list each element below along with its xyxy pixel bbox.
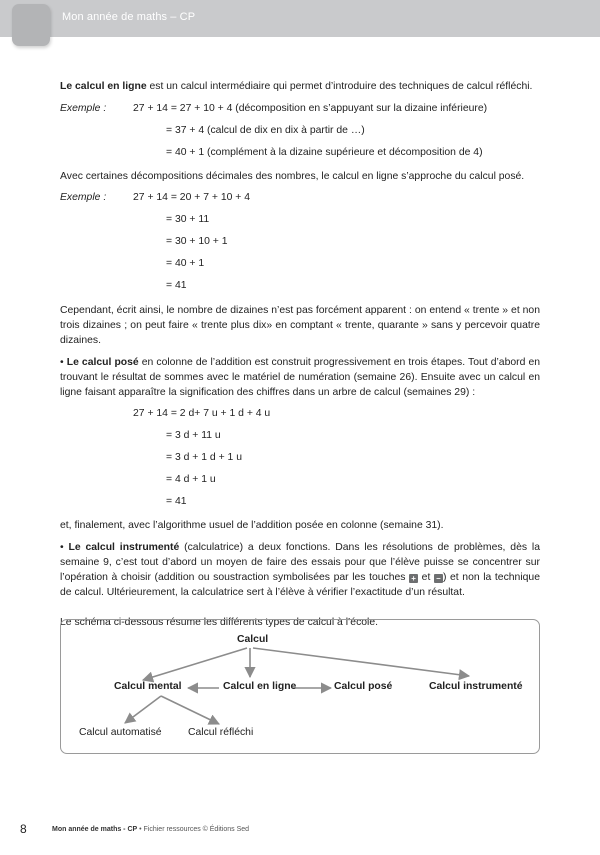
example-2 (60, 190, 540, 300)
intro-text: est un calcul intermédiaire qui permet d’introduire des techniques de calcul réfléchi. (146, 81, 533, 92)
example-1-line: = 37 + 4 (calcul de dix en dix à partir de …) (166, 125, 365, 136)
calcul-instrumente-text: ) et non la technique de calcul. Ultérieurement, la calculatrice sert à l’élève à vérifier l’exactitude d’un résultat. (60, 572, 540, 598)
paragraph-calcul-pose (60, 355, 540, 400)
header-tab-decoration (12, 4, 50, 46)
page-number: 8 (20, 822, 27, 836)
header-bar (0, 0, 600, 37)
footer-credits (52, 826, 249, 833)
arbre-line: = 4 d + 1 u (166, 474, 216, 485)
example-2-line: = 40 + 1 (166, 258, 205, 269)
main-content (60, 79, 540, 630)
schema-node-calcul-mental: Calcul mental (114, 681, 182, 692)
calcul-instrumente-term: Le calcul instrumenté (68, 542, 180, 553)
arbre-line: = 41 (166, 496, 187, 507)
schema-node-calcul-pose: Calcul posé (334, 681, 393, 692)
plus-key-icon: + (409, 574, 418, 583)
arrow-calcul-to-instrumente (253, 648, 469, 676)
paragraph-schema-intro: Le schéma ci-dessous résume les différents types de calcul à l’école. (60, 617, 379, 628)
intro-term: Le calcul en ligne (60, 81, 147, 92)
intro-paragraph (60, 79, 540, 94)
example-2-label: Exemple : (60, 192, 107, 203)
calcul-pose-term: Le calcul posé (66, 357, 139, 368)
example-1 (60, 101, 540, 167)
arrow-mental-to-reflechi (161, 696, 219, 724)
arbre-line: 27 + 14 = 2 d+ 7 u + 1 d + 4 u (133, 408, 271, 419)
schema-node-calcul-en-ligne: Calcul en ligne (223, 681, 297, 692)
example-1-label: Exemple : (60, 103, 107, 114)
example-2-line: = 41 (166, 280, 187, 291)
calcul-instrumente-text: et (418, 572, 434, 583)
example-1-line: = 40 + 1 (complément à la dizaine supérieure et décomposition de 4) (166, 147, 483, 158)
example-2-line: = 30 + 10 + 1 (166, 236, 228, 247)
arrow-calcul-to-mental (143, 648, 247, 680)
example-1-line: 27 + 14 = 27 + 10 + 4 (décomposition en s’appuyant sur la dizaine inférieure) (133, 103, 488, 114)
arbre-de-calcul (60, 406, 540, 516)
paragraph-calcul-instrumente (60, 540, 540, 600)
header-title: Mon année de maths – CP (62, 11, 196, 23)
footer-book-title: Mon année de maths - CP (52, 826, 138, 833)
footer-rest: • Fichier ressources © Éditions Sed (137, 826, 250, 833)
arbre-line: = 3 d + 11 u (166, 430, 221, 441)
calcul-instrumente-text: (calculatrice) a deux fonctions. Dans les résolutions de problèmes, dès la semaine 9, c’est tout d’abord un moyen de faire des essais pour que l’élève puisse se concentrer sur l’opération à choisir (addition ou soustraction symbolisées par les touches (60, 542, 540, 583)
arbre-line: = 3 d + 1 d + 1 u (166, 452, 242, 463)
schema-box (60, 619, 540, 754)
schema-node-calcul: Calcul (237, 634, 269, 645)
schema-node-calcul-reflechi: Calcul réfléchi (188, 727, 254, 738)
example-2-line: = 30 + 11 (166, 214, 210, 225)
minus-key-icon: – (434, 574, 443, 583)
paragraph-algorithme: et, finalement, avec l’algorithme usuel de l’addition posée en colonne (semaine 31). (60, 520, 444, 531)
calcul-pose-text: en colonne de l’addition est construit progressivement en trois étapes. Tout d’abord en trouvant le résultat de sommes avec le matériel de numération (semaine 26). Ensuite avec un calcul en ligne faisant apparaître la signification des chiffres dans un arbre de calcul (semaines 29) : (60, 357, 541, 398)
bullet: • (60, 357, 64, 368)
paragraph-dizaines: Cependant, écrit ainsi, le nombre de dizaines n’est pas forcément apparent : on entend « trente » et non trois dizaines ; on peut faire « trente plus dix» en comptant « trente, quarante » sans y percevoir quatre dizaines. (60, 305, 540, 346)
bullet: • (60, 542, 64, 553)
arrow-mental-to-automatise (125, 696, 161, 723)
example-2-line: 27 + 14 = 20 + 7 + 10 + 4 (133, 192, 250, 203)
schema-node-calcul-automatise: Calcul automatisé (79, 727, 162, 738)
schema-node-calcul-instrumente: Calcul instrumenté (429, 681, 523, 692)
paragraph-decompositions: Avec certaines décompositions décimales des nombres, le calcul en ligne s’approche du calcul posé. (60, 171, 525, 182)
